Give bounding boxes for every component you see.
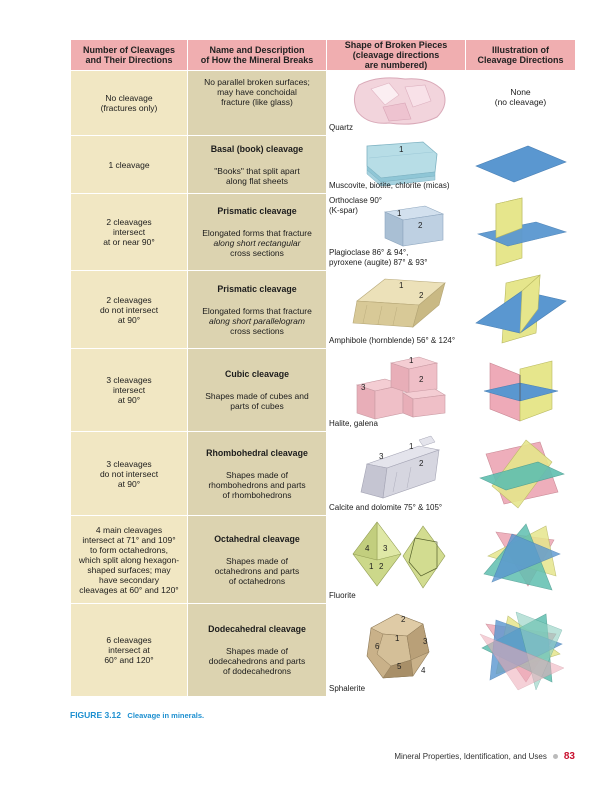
cleavage-number: 3 bbox=[361, 383, 366, 392]
header-cleavage-count: Number of Cleavages and Their Directions bbox=[71, 40, 188, 71]
illustration-cell bbox=[466, 271, 576, 349]
cleavage-number: 3 bbox=[379, 452, 384, 461]
cleavage-number: 4 bbox=[365, 544, 370, 553]
cleavage-number: 4 bbox=[421, 666, 426, 675]
figure-caption bbox=[70, 710, 204, 720]
mineral-caption: Muscovite, biotite, chlorite (micas) bbox=[329, 180, 450, 190]
rhombohedral-cleavage-planes bbox=[466, 432, 576, 516]
header-row bbox=[71, 40, 576, 71]
prismatic-oblique-planes bbox=[466, 271, 576, 349]
cleavage-count-cell: No cleavage (fractures only) bbox=[71, 71, 188, 136]
mineral-caption-top: Orthoclase 90° (K-spar) bbox=[329, 196, 383, 215]
cleavage-number: 1 bbox=[397, 209, 402, 218]
page-number: 83 bbox=[563, 751, 575, 762]
header-illustration: Illustration of Cleavage Directions bbox=[466, 40, 576, 71]
broken-piece-cell bbox=[327, 516, 466, 604]
cleavage-number: 1 bbox=[409, 442, 414, 451]
mineral-caption: Sphalerite bbox=[329, 683, 366, 693]
illustration-cell bbox=[466, 516, 576, 604]
mineral-caption: Amphibole (hornblende) 56° & 124° bbox=[329, 335, 456, 345]
description-cell: Prismatic cleavage Elongated forms that fracture along short rectangular cross sections bbox=[188, 194, 327, 271]
broken-piece-cell bbox=[327, 349, 466, 432]
mineral-caption: Plagioclase 86° & 94°, pyroxene (augite) 87° & 93° bbox=[329, 248, 428, 267]
cleavage-count-cell: 2 cleavages do not intersect at 90° bbox=[71, 271, 188, 349]
cleavage-count-cell: 2 cleavages intersect at or near 90° bbox=[71, 194, 188, 271]
cleavage-number: 2 bbox=[419, 375, 424, 384]
cleavage-number: 2 bbox=[401, 615, 406, 624]
illustration-cell bbox=[466, 194, 576, 271]
cleavage-table bbox=[70, 39, 576, 697]
cleavage-count-cell: 1 cleavage bbox=[71, 136, 188, 194]
page-footer bbox=[394, 751, 575, 762]
illustration-cell bbox=[466, 349, 576, 432]
cleavage-number: 1 bbox=[369, 562, 374, 571]
illustration-cell bbox=[466, 71, 576, 136]
cleavage-count-cell: 3 cleavages intersect at 90° bbox=[71, 349, 188, 432]
cleavage-number: 2 bbox=[419, 291, 424, 300]
cleavage-number: 1 bbox=[399, 281, 404, 290]
description-cell: Octahedral cleavage Shapes made of octahedrons and parts of octahedrons bbox=[188, 516, 327, 604]
cubic-cleavage-planes bbox=[466, 349, 576, 432]
header-name-description: Name and Description of How the Mineral Breaks bbox=[188, 40, 327, 71]
footer-chapter-title: Mineral Properties, Identification, and Uses bbox=[394, 752, 547, 761]
broken-piece-cell bbox=[327, 194, 466, 271]
description-cell: Rhombohedral cleavage Shapes made of rhombohedrons and parts of rhombohedrons bbox=[188, 432, 327, 516]
cleavage-number: 1 bbox=[399, 145, 404, 154]
table-row bbox=[71, 194, 576, 271]
cleavage-count-cell: 6 cleavages intersect at 60° and 120° bbox=[71, 604, 188, 697]
broken-piece-cell bbox=[327, 432, 466, 516]
broken-piece-cell bbox=[327, 604, 466, 697]
table-row bbox=[71, 71, 576, 136]
cleavage-number: 5 bbox=[397, 662, 402, 671]
table-row bbox=[71, 432, 576, 516]
table-row bbox=[71, 136, 576, 194]
cleavage-number: 6 bbox=[375, 642, 380, 651]
table-row bbox=[71, 271, 576, 349]
prismatic-90-planes bbox=[466, 194, 576, 271]
description-cell: Prismatic cleavage Elongated forms that fracture along short parallelogram cross sections bbox=[188, 271, 327, 349]
mineral-caption: Fluorite bbox=[329, 590, 356, 600]
mineral-caption: Calcite and dolomite 75° & 105° bbox=[329, 502, 443, 512]
header-broken-pieces: Shape of Broken Pieces (cleavage directions are numbered) bbox=[327, 40, 466, 71]
octahedral-cleavage-planes bbox=[466, 516, 576, 604]
illustration-cell bbox=[466, 432, 576, 516]
figure-caption-text: Cleavage in minerals. bbox=[127, 711, 205, 720]
description-cell: No parallel broken surfaces; may have conchoidal fracture (like glass) bbox=[188, 71, 327, 136]
illustration-cell bbox=[466, 136, 576, 194]
cleavage-number: 3 bbox=[383, 544, 388, 553]
cleavage-count-cell: 3 cleavages do not intersect at 90° bbox=[71, 432, 188, 516]
description-cell: Dodecahedral cleavage Shapes made of dodecahedrons and parts of dodecahedrons bbox=[188, 604, 327, 697]
broken-piece-cell bbox=[327, 271, 466, 349]
illustration-cell bbox=[466, 604, 576, 697]
table-row bbox=[71, 604, 576, 697]
cleavage-number: 1 bbox=[395, 634, 400, 643]
table-row bbox=[71, 516, 576, 604]
broken-piece-cell bbox=[327, 136, 466, 194]
cleavage-count-cell: 4 main cleavages intersect at 71° and 109° to form octahedrons, which split along hexagon- shaped surfaces; may have secondary cleavages at 60° and 120° bbox=[71, 516, 188, 604]
cleavage-number: 2 bbox=[419, 459, 424, 468]
basal-cleavage-plane bbox=[466, 136, 576, 194]
cleavage-number: 1 bbox=[409, 356, 414, 365]
description-cell: Basal (book) cleavage "Books" that split apart along flat sheets bbox=[188, 136, 327, 194]
mineral-caption: Quartz bbox=[329, 122, 354, 132]
broken-piece-cell bbox=[327, 71, 466, 136]
footer-separator-dot bbox=[553, 754, 558, 759]
dodecahedral-cleavage-planes bbox=[466, 604, 576, 697]
no-cleavage-label: None (no cleavage) bbox=[494, 87, 547, 107]
mineral-caption: Halite, galena bbox=[329, 418, 378, 428]
cleavage-number: 3 bbox=[423, 637, 428, 646]
cleavage-number: 2 bbox=[379, 562, 384, 571]
figure-label: FIGURE 3.12 bbox=[70, 710, 122, 720]
cleavage-number: 2 bbox=[418, 221, 423, 230]
table-row bbox=[71, 349, 576, 432]
description-cell: Cubic cleavage Shapes made of cubes and parts of cubes bbox=[188, 349, 327, 432]
